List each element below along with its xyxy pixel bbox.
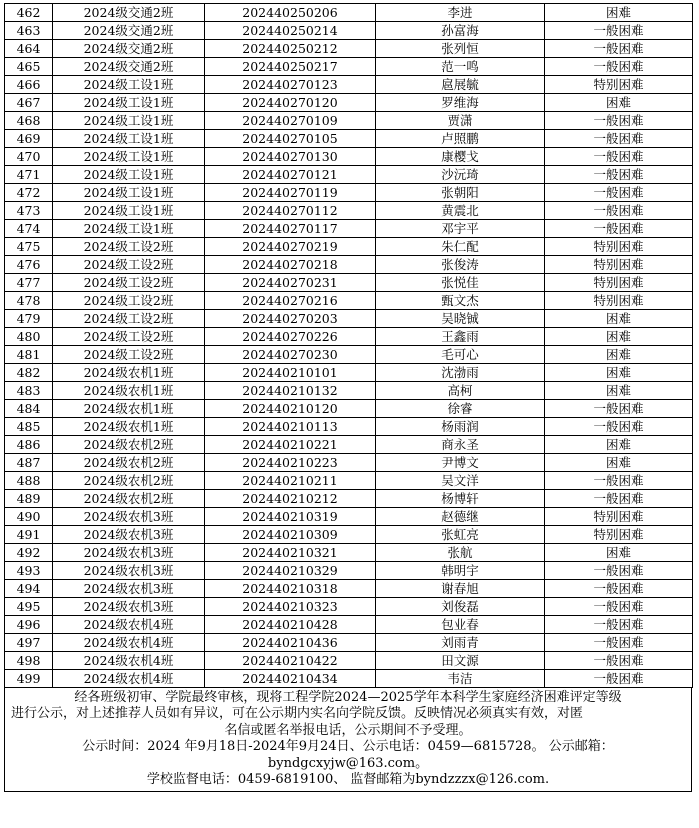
cell-name: 甄文杰 — [376, 292, 545, 310]
cell-level: 一般困难 — [545, 490, 693, 508]
cell-student-id: 202440270105 — [205, 130, 376, 148]
student-table — [4, 3, 693, 688]
table-row — [5, 670, 693, 688]
notice-line-3: 名信或匿名举报电话，公示期间不予受理。 — [224, 722, 472, 738]
cell-student-id: 202440270123 — [205, 76, 376, 94]
cell-level: 一般困难 — [545, 580, 693, 598]
cell-class: 2024级工设1班 — [53, 112, 205, 130]
table-row — [5, 598, 693, 616]
cell-class: 2024级工设2班 — [53, 328, 205, 346]
cell-serial: 475 — [5, 238, 53, 256]
table-row — [5, 616, 693, 634]
cell-class: 2024级农机3班 — [53, 508, 205, 526]
cell-serial: 482 — [5, 364, 53, 382]
cell-student-id: 202440210318 — [205, 580, 376, 598]
cell-class: 2024级农机2班 — [53, 472, 205, 490]
cell-name: 卢照鹏 — [376, 130, 545, 148]
cell-class: 2024级农机3班 — [53, 580, 205, 598]
cell-name: 张俊涛 — [376, 256, 545, 274]
cell-class: 2024级交通2班 — [53, 40, 205, 58]
student-table-body — [5, 4, 693, 688]
cell-serial: 466 — [5, 76, 53, 94]
cell-class: 2024级农机3班 — [53, 526, 205, 544]
cell-serial: 464 — [5, 40, 53, 58]
cell-level: 困难 — [545, 436, 693, 454]
cell-serial: 485 — [5, 418, 53, 436]
cell-name: 吴文洋 — [376, 472, 545, 490]
cell-level: 一般困难 — [545, 148, 693, 166]
cell-serial: 480 — [5, 328, 53, 346]
cell-serial: 478 — [5, 292, 53, 310]
cell-serial: 471 — [5, 166, 53, 184]
cell-class: 2024级农机3班 — [53, 544, 205, 562]
cell-level: 困难 — [545, 382, 693, 400]
cell-name: 徐睿 — [376, 400, 545, 418]
table-row — [5, 634, 693, 652]
cell-name: 高柯 — [376, 382, 545, 400]
cell-name: 张朝阳 — [376, 184, 545, 202]
cell-level: 一般困难 — [545, 562, 693, 580]
cell-serial: 493 — [5, 562, 53, 580]
cell-class: 2024级工设1班 — [53, 148, 205, 166]
cell-student-id: 202440270231 — [205, 274, 376, 292]
cell-level: 困难 — [545, 364, 693, 382]
cell-student-id: 202440210329 — [205, 562, 376, 580]
cell-class: 2024级工设2班 — [53, 274, 205, 292]
table-row — [5, 346, 693, 364]
cell-level: 困难 — [545, 310, 693, 328]
table-row — [5, 652, 693, 670]
notice-email: byndgcxyjw@163.com。 — [267, 755, 429, 771]
cell-serial: 489 — [5, 490, 53, 508]
cell-name: 王鑫雨 — [376, 328, 545, 346]
cell-serial: 499 — [5, 670, 53, 688]
table-row — [5, 148, 693, 166]
cell-level: 特别困难 — [545, 292, 693, 310]
cell-name: 张列恒 — [376, 40, 545, 58]
cell-level: 特别困难 — [545, 526, 693, 544]
cell-serial: 492 — [5, 544, 53, 562]
cell-class: 2024级交通2班 — [53, 22, 205, 40]
cell-level: 困难 — [545, 94, 693, 112]
cell-level: 一般困难 — [545, 472, 693, 490]
cell-class: 2024级农机1班 — [53, 382, 205, 400]
cell-level: 特别困难 — [545, 76, 693, 94]
table-row — [5, 526, 693, 544]
table-row — [5, 490, 693, 508]
table-row — [5, 238, 693, 256]
cell-serial: 470 — [5, 148, 53, 166]
cell-class: 2024级工设1班 — [53, 94, 205, 112]
cell-level: 一般困难 — [545, 202, 693, 220]
cell-student-id: 202440210428 — [205, 616, 376, 634]
cell-name: 刘雨青 — [376, 634, 545, 652]
cell-student-id: 202440210323 — [205, 598, 376, 616]
cell-serial: 473 — [5, 202, 53, 220]
cell-serial: 479 — [5, 310, 53, 328]
cell-name: 刘俊磊 — [376, 598, 545, 616]
cell-class: 2024级农机1班 — [53, 400, 205, 418]
cell-name: 邓宇平 — [376, 220, 545, 238]
table-row — [5, 580, 693, 598]
table-row — [5, 40, 693, 58]
cell-student-id: 202440270219 — [205, 238, 376, 256]
cell-class: 2024级农机1班 — [53, 418, 205, 436]
table-row — [5, 202, 693, 220]
cell-class: 2024级交通2班 — [53, 58, 205, 76]
cell-class: 2024级工设2班 — [53, 292, 205, 310]
cell-serial: 484 — [5, 400, 53, 418]
notice-line-2: 进行公示，对上述推荐人员如有异议，可在公示期内实名向学院反馈。反映情况必须真实有效，对匿 — [11, 706, 584, 722]
cell-serial: 467 — [5, 94, 53, 112]
cell-class: 2024级工设1班 — [53, 130, 205, 148]
cell-student-id: 202440210113 — [205, 418, 376, 436]
cell-class: 2024级工设1班 — [53, 76, 205, 94]
cell-level: 特别困难 — [545, 238, 693, 256]
document-sheet — [4, 3, 692, 792]
cell-level: 特别困难 — [545, 274, 693, 292]
table-row — [5, 508, 693, 526]
cell-serial: 477 — [5, 274, 53, 292]
cell-serial: 465 — [5, 58, 53, 76]
cell-student-id: 202440210309 — [205, 526, 376, 544]
cell-name: 张悦佳 — [376, 274, 545, 292]
table-row — [5, 310, 693, 328]
cell-level: 特别困难 — [545, 508, 693, 526]
cell-student-id: 202440210434 — [205, 670, 376, 688]
cell-level: 一般困难 — [545, 634, 693, 652]
table-row — [5, 166, 693, 184]
cell-student-id: 202440250212 — [205, 40, 376, 58]
cell-name: 杨雨润 — [376, 418, 545, 436]
cell-student-id: 202440270121 — [205, 166, 376, 184]
cell-student-id: 202440250217 — [205, 58, 376, 76]
cell-student-id: 202440250206 — [205, 4, 376, 22]
cell-name: 朱仁配 — [376, 238, 545, 256]
cell-serial: 498 — [5, 652, 53, 670]
cell-class: 2024级农机4班 — [53, 670, 205, 688]
cell-serial: 495 — [5, 598, 53, 616]
cell-student-id: 202440270226 — [205, 328, 376, 346]
cell-serial: 462 — [5, 4, 53, 22]
cell-name: 黄震北 — [376, 202, 545, 220]
cell-name: 韩明宇 — [376, 562, 545, 580]
cell-level: 一般困难 — [545, 652, 693, 670]
cell-student-id: 202440270130 — [205, 148, 376, 166]
table-row — [5, 418, 693, 436]
cell-serial: 496 — [5, 616, 53, 634]
cell-serial: 487 — [5, 454, 53, 472]
cell-serial: 474 — [5, 220, 53, 238]
cell-level: 特别困难 — [545, 256, 693, 274]
cell-name: 张虹亮 — [376, 526, 545, 544]
notice-line-1: 经各班级初审、学院最终审核，现将工程学院2024—2025学年本科学生家庭经济困难评定等级 — [74, 690, 622, 705]
cell-name: 范一鸣 — [376, 58, 545, 76]
cell-level: 一般困难 — [545, 400, 693, 418]
cell-class: 2024级农机3班 — [53, 562, 205, 580]
cell-level: 困难 — [545, 346, 693, 364]
cell-class: 2024级农机1班 — [53, 364, 205, 382]
table-row — [5, 94, 693, 112]
cell-class: 2024级农机2班 — [53, 436, 205, 454]
table-row — [5, 436, 693, 454]
cell-student-id: 202440210422 — [205, 652, 376, 670]
cell-level: 一般困难 — [545, 112, 693, 130]
table-row — [5, 562, 693, 580]
cell-class: 2024级工设1班 — [53, 202, 205, 220]
cell-level: 困难 — [545, 454, 693, 472]
cell-class: 2024级交通2班 — [53, 4, 205, 22]
cell-serial: 494 — [5, 580, 53, 598]
table-row — [5, 328, 693, 346]
cell-class: 2024级工设2班 — [53, 310, 205, 328]
table-row — [5, 256, 693, 274]
cell-student-id: 202440210101 — [205, 364, 376, 382]
cell-student-id: 202440210221 — [205, 436, 376, 454]
cell-name: 田文源 — [376, 652, 545, 670]
table-row — [5, 292, 693, 310]
cell-serial: 486 — [5, 436, 53, 454]
cell-level: 一般困难 — [545, 22, 693, 40]
cell-level: 一般困难 — [545, 184, 693, 202]
cell-level: 一般困难 — [545, 598, 693, 616]
cell-student-id: 202440210436 — [205, 634, 376, 652]
cell-student-id: 202440210132 — [205, 382, 376, 400]
table-row — [5, 544, 693, 562]
cell-class: 2024级农机4班 — [53, 616, 205, 634]
cell-level: 一般困难 — [545, 418, 693, 436]
cell-name: 贾潇 — [376, 112, 545, 130]
table-row — [5, 454, 693, 472]
cell-student-id: 202440270112 — [205, 202, 376, 220]
cell-class: 2024级工设1班 — [53, 220, 205, 238]
cell-class: 2024级农机2班 — [53, 490, 205, 508]
cell-class: 2024级工设2班 — [53, 346, 205, 364]
cell-level: 一般困难 — [545, 220, 693, 238]
cell-student-id: 202440270119 — [205, 184, 376, 202]
cell-name: 谢春旭 — [376, 580, 545, 598]
cell-class: 2024级农机4班 — [53, 634, 205, 652]
cell-student-id: 202440270203 — [205, 310, 376, 328]
cell-level: 一般困难 — [545, 130, 693, 148]
cell-name: 毛可心 — [376, 346, 545, 364]
cell-student-id: 202440210211 — [205, 472, 376, 490]
cell-name: 沙沅琦 — [376, 166, 545, 184]
cell-student-id: 202440210321 — [205, 544, 376, 562]
cell-serial: 476 — [5, 256, 53, 274]
cell-student-id: 202440270117 — [205, 220, 376, 238]
cell-level: 困难 — [545, 328, 693, 346]
table-row — [5, 274, 693, 292]
table-row — [5, 58, 693, 76]
cell-student-id: 202440270218 — [205, 256, 376, 274]
cell-student-id: 202440210223 — [205, 454, 376, 472]
cell-name: 商永圣 — [376, 436, 545, 454]
cell-serial: 491 — [5, 526, 53, 544]
cell-serial: 483 — [5, 382, 53, 400]
cell-name: 张航 — [376, 544, 545, 562]
cell-student-id: 202440250214 — [205, 22, 376, 40]
cell-serial: 490 — [5, 508, 53, 526]
cell-student-id: 202440270230 — [205, 346, 376, 364]
table-row — [5, 4, 693, 22]
cell-class: 2024级农机4班 — [53, 652, 205, 670]
table-row — [5, 220, 693, 238]
table-row — [5, 76, 693, 94]
cell-name: 罗维海 — [376, 94, 545, 112]
cell-class: 2024级工设1班 — [53, 166, 205, 184]
cell-level: 一般困难 — [545, 670, 693, 688]
cell-serial: 468 — [5, 112, 53, 130]
cell-name: 尹博文 — [376, 454, 545, 472]
cell-level: 一般困难 — [545, 58, 693, 76]
cell-class: 2024级农机3班 — [53, 598, 205, 616]
table-row — [5, 382, 693, 400]
cell-student-id: 202440210212 — [205, 490, 376, 508]
cell-serial: 463 — [5, 22, 53, 40]
cell-serial: 481 — [5, 346, 53, 364]
cell-level: 困难 — [545, 544, 693, 562]
table-row — [5, 130, 693, 148]
cell-student-id: 202440210319 — [205, 508, 376, 526]
cell-class: 2024级农机2班 — [53, 454, 205, 472]
cell-student-id: 202440210120 — [205, 400, 376, 418]
cell-name: 康樱戈 — [376, 148, 545, 166]
cell-serial: 488 — [5, 472, 53, 490]
cell-name: 扈展毓 — [376, 76, 545, 94]
table-row — [5, 184, 693, 202]
cell-name: 李进 — [376, 4, 545, 22]
cell-level: 一般困难 — [545, 616, 693, 634]
cell-class: 2024级工设1班 — [53, 184, 205, 202]
cell-student-id: 202440270109 — [205, 112, 376, 130]
cell-class: 2024级工设2班 — [53, 238, 205, 256]
cell-name: 沈渤雨 — [376, 364, 545, 382]
cell-name: 吴晓铖 — [376, 310, 545, 328]
table-row — [5, 364, 693, 382]
table-row — [5, 472, 693, 490]
notice-supervision: 学校监督电话：0459-6819100、 监督邮箱为byndzzzx@126.com. — [146, 772, 550, 788]
cell-name: 包业春 — [376, 616, 545, 634]
cell-level: 一般困难 — [545, 40, 693, 58]
cell-student-id: 202440270120 — [205, 94, 376, 112]
table-row — [5, 400, 693, 418]
notice-block — [4, 688, 692, 792]
cell-serial: 497 — [5, 634, 53, 652]
cell-name: 孙富海 — [376, 22, 545, 40]
cell-class: 2024级工设2班 — [53, 256, 205, 274]
table-row — [5, 22, 693, 40]
cell-serial: 472 — [5, 184, 53, 202]
notice-publicity-period: 公示时间：2024 年9月18日-2024年9月24日、公示电话：0459—6815728。 公示邮箱： — [82, 739, 614, 755]
cell-name: 赵德继 — [376, 508, 545, 526]
table-row — [5, 112, 693, 130]
cell-name: 杨博轩 — [376, 490, 545, 508]
cell-level: 困难 — [545, 4, 693, 22]
cell-student-id: 202440270216 — [205, 292, 376, 310]
cell-level: 一般困难 — [545, 166, 693, 184]
cell-name: 韦洁 — [376, 670, 545, 688]
cell-serial: 469 — [5, 130, 53, 148]
